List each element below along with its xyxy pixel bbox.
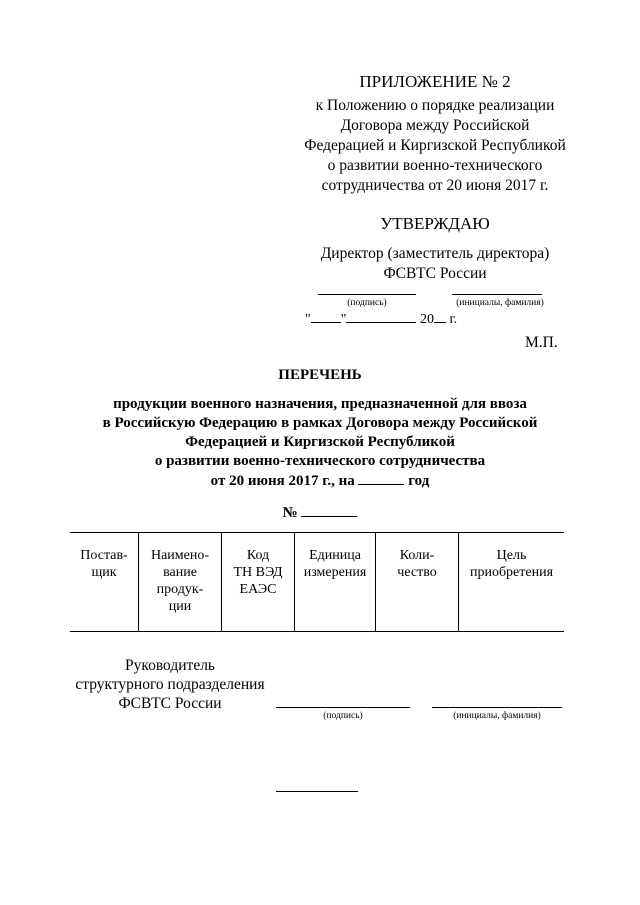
date-day-blank bbox=[311, 310, 341, 323]
footer-name-line bbox=[432, 707, 562, 708]
approval-line: ФСВТС России bbox=[383, 265, 487, 282]
annex-line: Договора между Российской bbox=[340, 117, 530, 134]
approval-signature-caption: (подпись) bbox=[347, 298, 387, 308]
title-number-line bbox=[60, 503, 580, 523]
title-date-line bbox=[60, 471, 580, 491]
approval-block bbox=[300, 214, 570, 284]
column-header-product: Наимено- вание продук- ции bbox=[139, 533, 222, 632]
annex-heading: ПРИЛОЖЕНИЕ № 2 bbox=[359, 72, 511, 91]
title-line: продукции военного назначения, предназначенной для ввоза bbox=[113, 396, 527, 412]
annex-line: Федерацией и Киргизской Республикой bbox=[304, 137, 566, 154]
head-of-unit-label: Руководитель структурного подразделения ФСВТС России bbox=[75, 657, 265, 712]
approval-heading: УТВЕРЖДАЮ bbox=[380, 214, 490, 233]
title-date-prefix: от 20 июня 2017 г., на bbox=[210, 473, 355, 489]
title-year-blank bbox=[358, 471, 404, 485]
annex-line: о развитии военно-технического bbox=[327, 157, 543, 174]
title-number-sign: № bbox=[282, 505, 298, 521]
date-year-suffix: г. bbox=[449, 312, 458, 327]
footnote-separator bbox=[276, 791, 358, 792]
annex-line: сотрудничества от 20 июня 2017 г. bbox=[321, 177, 549, 194]
title-line: о развитии военно-технического сотрудничества bbox=[154, 453, 486, 469]
approval-name-line bbox=[452, 294, 542, 295]
approval-line: Директор (заместитель директора) bbox=[320, 245, 550, 262]
title-line: Федерацией и Киргизской Республикой bbox=[185, 434, 455, 450]
column-header-purpose: Цель приобретения bbox=[459, 533, 565, 632]
date-year-blank bbox=[434, 310, 446, 323]
footer-name-caption: (инициалы, фамилия) bbox=[453, 711, 541, 721]
approval-date bbox=[305, 310, 457, 328]
column-header-unit: Единица измерения bbox=[295, 533, 376, 632]
stamp-place: М.П. bbox=[525, 334, 558, 351]
approval-name-caption: (инициалы, фамилия) bbox=[456, 298, 544, 308]
title-line: в Российскую Федерацию в рамках Договора между Российской bbox=[102, 415, 538, 431]
date-month-blank bbox=[346, 310, 416, 323]
date-quote-open: " bbox=[305, 312, 311, 327]
products-table bbox=[70, 532, 564, 632]
approval-signature-line bbox=[318, 294, 416, 295]
footer-signature-line bbox=[276, 707, 410, 708]
title-heading: ПЕРЕЧЕНЬ bbox=[278, 367, 362, 383]
annex-block bbox=[300, 72, 570, 196]
document-title bbox=[60, 366, 580, 523]
title-date-suffix: год bbox=[408, 473, 430, 489]
table-header-row bbox=[70, 533, 564, 632]
annex-line: к Положению о порядке реализации bbox=[315, 97, 555, 114]
date-quote-close: " bbox=[340, 312, 347, 327]
column-header-quantity: Коли- чество bbox=[376, 533, 459, 632]
column-header-code: Код ТН ВЭД ЕАЭС bbox=[222, 533, 295, 632]
title-number-blank bbox=[301, 503, 357, 517]
footer-signature-caption: (подпись) bbox=[323, 711, 363, 721]
column-header-supplier: Постав- щик bbox=[70, 533, 139, 632]
date-year-prefix: 20 bbox=[419, 312, 434, 327]
